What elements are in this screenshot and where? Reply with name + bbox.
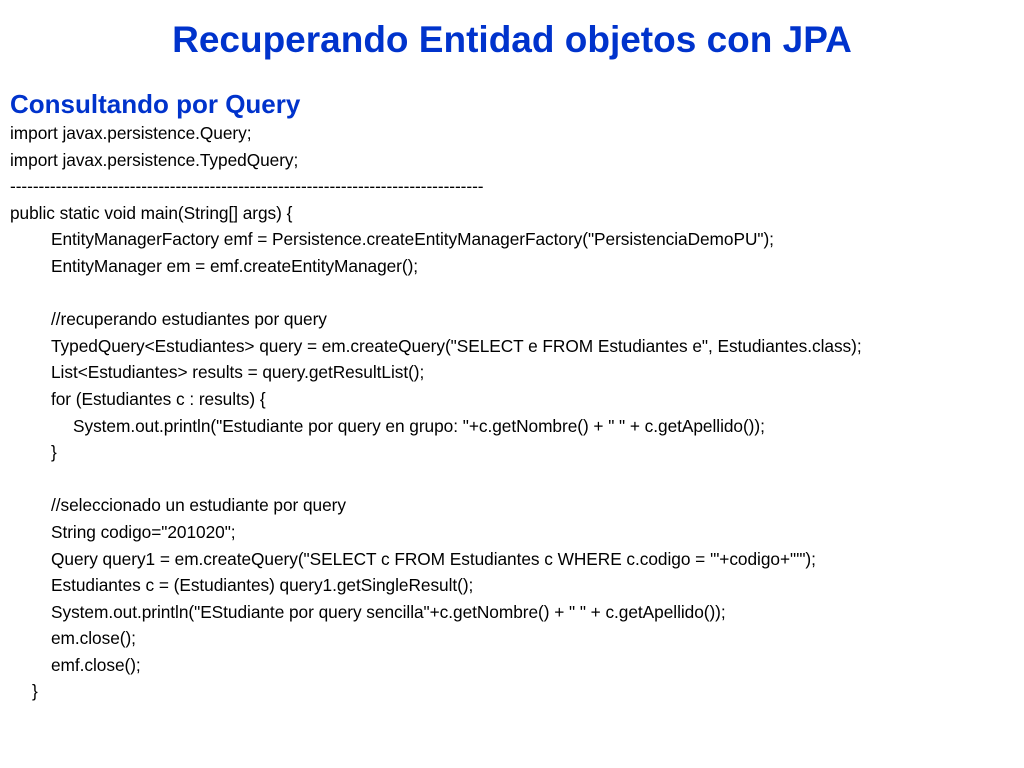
code-line: } [51,442,57,463]
code-line: System.out.println("EStudiante por query sencilla"+c.getNombre() + " " + c.getApellido()); [51,601,726,622]
code-line: EntityManagerFactory emf = Persistence.createEntityManagerFactory("PersistenciaDemoPU"); [51,229,774,250]
code-line: emf.close(); [51,654,141,675]
code-line: EntityManager em = emf.createEntityManager(); [51,255,419,276]
code-line: String codigo="201020"; [51,521,236,542]
code-line [10,466,1014,493]
code-line: for (Estudiantes c : results) { [51,388,266,409]
code-line: import javax.persistence.Query; [10,123,252,143]
code-block [10,120,1014,705]
code-line: //recuperando estudiantes por query [51,309,327,330]
code-line: } [32,681,38,702]
code-line: ----------------------------------------------------------------------------------- [10,176,484,197]
section-heading: Consultando por Query [10,89,301,119]
code-line [10,280,1014,307]
code-line: System.out.println("Estudiante por query en grupo: "+c.getNombre() + " " + c.getApellido()); [73,415,765,436]
code-line: List<Estudiantes> results = query.getResultList(); [51,362,425,383]
slide-title: Recuperando Entidad objetos con JPA [172,19,852,60]
code-line: Query query1 = em.createQuery("SELECT c FROM Estudiantes c WHERE c.codigo = '"+codigo+"'"); [51,548,816,569]
code-line: TypedQuery<Estudiantes> query = em.createQuery("SELECT e FROM Estudiantes e", Estudiantes.class); [51,335,862,356]
code-line: import javax.persistence.TypedQuery; [10,149,299,170]
code-line: public static void main(String[] args) { [10,202,293,223]
code-line: //seleccionado un estudiante por query [51,495,346,516]
code-line: em.close(); [51,628,136,649]
code-line: Estudiantes c = (Estudiantes) query1.getSingleResult(); [51,575,474,596]
